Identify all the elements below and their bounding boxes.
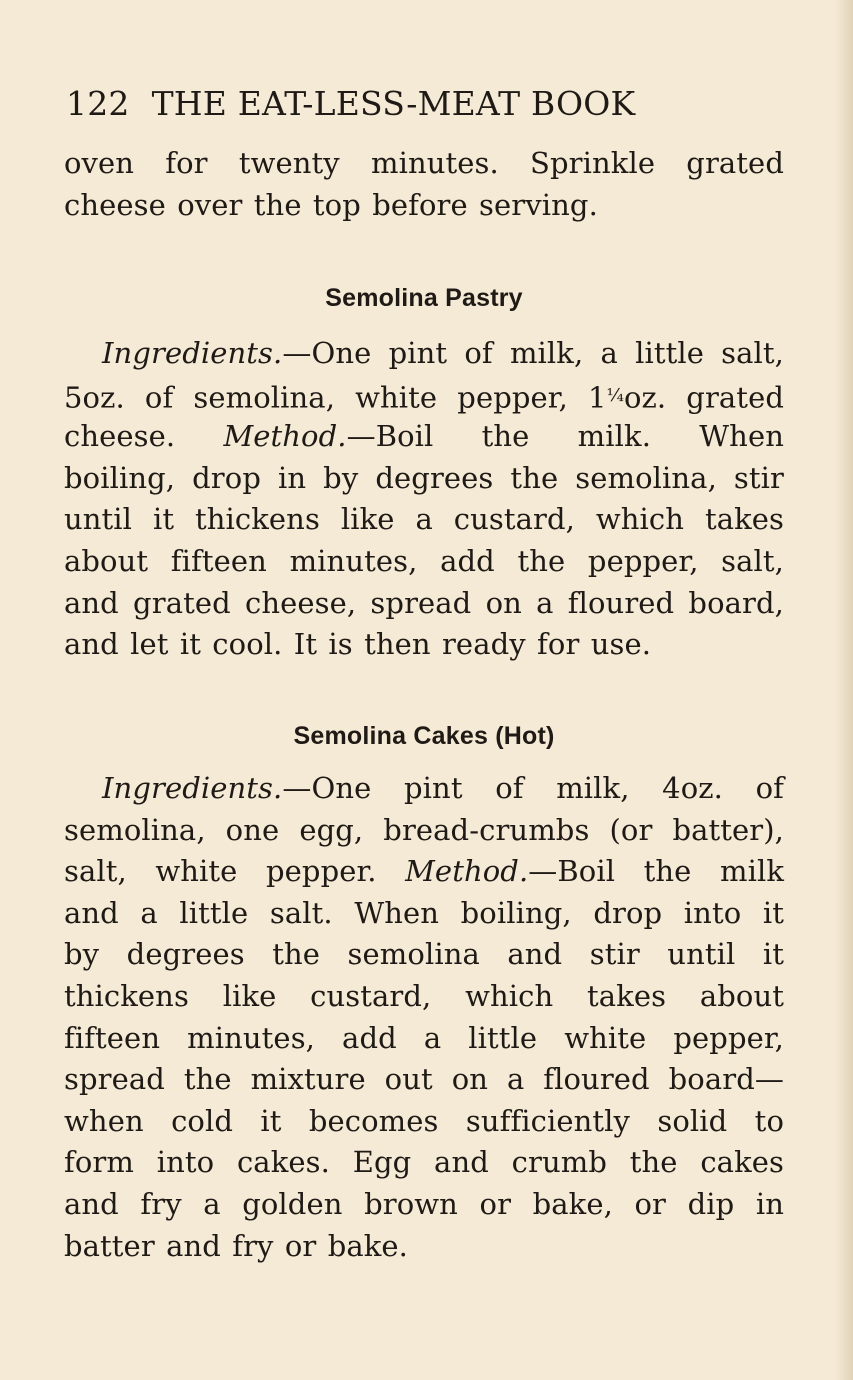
recipe-body-semolina-pastry	[64, 333, 784, 666]
text-line: 5oz. of semolina, white pepper, $1^{\frac{1}{4}}oz$. grated	[64, 379, 784, 414]
text-line: boiling, drop in by degrees the semolina, stir	[64, 460, 784, 495]
text-line: batter and fry or bake.	[64, 1228, 408, 1263]
recipe-title-semolina-cakes: Semolina Cakes (Hot)	[293, 722, 555, 750]
text-line: Ingredients.—One pint of milk, a little salt,	[102, 336, 784, 370]
text-line: when cold it becomes sufficiently solid to	[64, 1103, 784, 1138]
text-line: semolina, one egg, bread-crumbs (or batter),	[64, 812, 784, 847]
recipe-title-semolina-pastry: Semolina Pastry	[325, 284, 523, 312]
text-line: about fifteen minutes, add the pepper, salt,	[64, 543, 784, 578]
text-line: and fry a golden brown or bake, or dip in	[64, 1186, 784, 1221]
text-line: and grated cheese, spread on a floured board,	[64, 585, 784, 620]
text-line: thickens like custard, which takes about	[64, 978, 784, 1013]
ingredients-label: Ingredients.	[102, 771, 283, 805]
method-label: Method.	[405, 854, 529, 889]
recipe-body-semolina-cakes	[64, 768, 784, 1267]
page-header	[66, 82, 786, 126]
text-line: fifteen minutes, add a little white pepper,	[64, 1020, 784, 1055]
text-line: cheese over the top before serving.	[64, 187, 598, 222]
text-line: until it thickens like a custard, which takes	[64, 502, 784, 537]
text-line: by degrees the semolina and stir until it	[64, 937, 784, 972]
text-line: oven for twenty minutes. Sprinkle grated	[64, 146, 784, 180]
text-line: salt, white pepper. Method.—Boil the milk	[64, 854, 784, 889]
continuation-paragraph	[64, 143, 784, 226]
text-line: Ingredients.—One pint of milk, 4oz. of	[102, 771, 784, 805]
ingredients-label: Ingredients.	[102, 336, 283, 370]
running-title: THE EAT-LESS-MEAT BOOK	[151, 84, 636, 123]
text-line: form into cakes. Egg and crumb the cakes	[64, 1145, 784, 1180]
text-line: cheese. Method.—Boil the milk. When	[64, 419, 784, 454]
method-label: Method.	[223, 419, 347, 454]
fraction: ¼	[606, 384, 624, 406]
text-line: spread the mixture out on a floured board—	[64, 1062, 784, 1097]
text-line: and let it cool. It is then ready for use.	[64, 627, 652, 662]
text-line: and a little salt. When boiling, drop into it	[64, 895, 784, 930]
page-number: 122	[66, 84, 130, 123]
